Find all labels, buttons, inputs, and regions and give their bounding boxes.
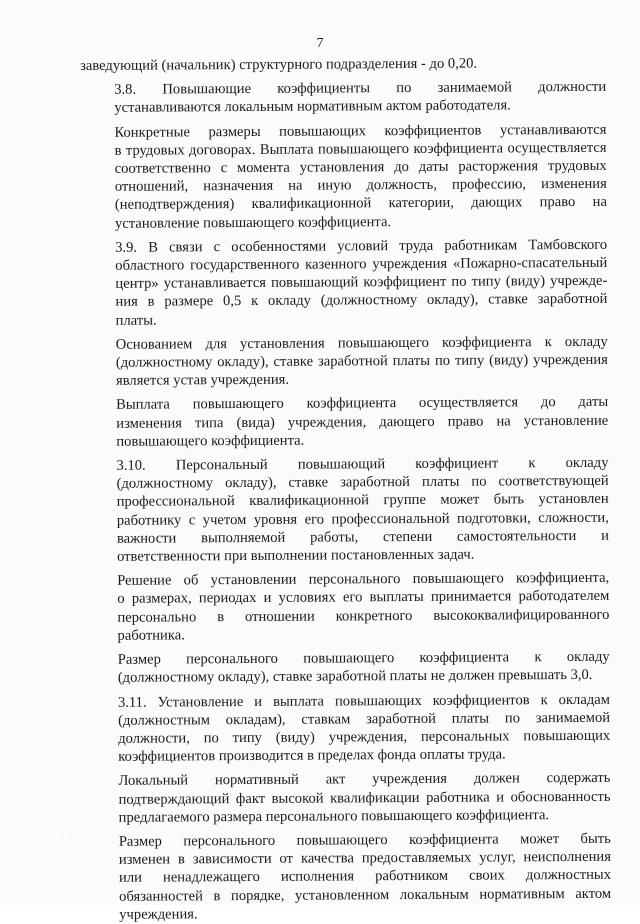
text-line: ния в размере 0,5 к окладу (должностному окладу), ставке заработной [115, 291, 608, 311]
paragraph-p1 [80, 54, 606, 75]
paragraph-p9 [84, 648, 610, 688]
text-line: важности выполняемой работы, степени самостоятельности и [116, 527, 609, 547]
text-line: повышающего коэффициента. [116, 432, 305, 450]
paragraph-p8 [83, 569, 609, 645]
text-line: работнику с учетом уровня его профессиональной подготовки, сложности, [116, 509, 609, 529]
text-line: платы. [115, 312, 157, 329]
text-line: о размерах, периодах и условиях его выплаты принимается работодателем [117, 588, 610, 608]
paragraph-p12 [85, 830, 612, 924]
text-line: или ненадлежащего исполнения работником своих должностных [118, 867, 612, 887]
text-line: в трудовых договорах. Выплата повышающего коэффициента осуществляется [114, 139, 607, 159]
text-line: обязанностей в порядке, установленном локальным нормативным актом [119, 885, 612, 905]
paragraph-p5 [82, 333, 608, 391]
text-line: Конкретные размеры повышающих коэффициентов устанавливаются [114, 121, 607, 141]
text-line: подтверждающий факт высокой квалификации работника и обоснованность [118, 788, 611, 808]
text-line: работника. [117, 627, 185, 644]
text-line: Размер персонального повышающего коэффициента к окладу [117, 648, 610, 668]
text-line: ответственности при выполнении постановленных задач. [117, 546, 475, 565]
text-line: заведующий (начальник) структурного подразделения - до 0,20. [80, 55, 478, 74]
text-line: (должностным окладам), ставкам заработной платы по занимаемой [118, 709, 611, 729]
text-line: 3.11. Установление и выплата повышающих коэффициентов к окладам [117, 691, 610, 711]
text-line: Решение об установлении персонального повышающего коэффициента, [117, 570, 610, 590]
text-line: учреждения. [119, 906, 198, 923]
text-line: изменения типа (вида) учреждения, дающего право на установление [116, 412, 609, 432]
text-line: предлагаемого размера персонального повышающего коэффициента. [118, 806, 550, 826]
text-line: коэффициентов производится в пределах фонда оплаты труда. [118, 746, 506, 765]
document-body [80, 54, 611, 924]
text-line: является устав учреждения. [115, 371, 290, 390]
paragraph-p7 [82, 454, 609, 566]
paragraph-p11 [84, 769, 610, 827]
paragraph-p4 [81, 236, 608, 330]
text-line: Размер персонального повышающего коэффициента может быть [118, 830, 611, 850]
paragraph-p3 [80, 120, 607, 232]
text-line: персонально в отношении конкретного высококвалифицированного [117, 606, 610, 626]
text-line: должности, по типу (виду) учреждения, персональных повышающих [118, 727, 611, 747]
paragraph-p10 [84, 690, 610, 766]
text-line: (должностному окладу), ставке заработной платы по типу (виду) учреждения [115, 351, 608, 371]
text-line: изменен в зависимости от качества предоставляемых услуг, неисполнения [118, 848, 611, 868]
text-line: устанавливаются локальным нормативным актом работодателя. [114, 97, 511, 117]
text-line: 3.9. В связи с особенностями условий труда работникам Тамбовского [115, 236, 608, 256]
text-line: отношений, назначения на иную должность, профессию, изменения [114, 176, 607, 196]
text-line: соответственно с момента установления до даты расторжения трудовых [114, 157, 607, 177]
text-line: (должностному окладу), ставке заработной платы не должен превышать 3,0. [117, 667, 593, 687]
text-line: 3.10. Персональный повышающий коэффициент к окладу [116, 454, 609, 474]
text-line: установление повышающего коэффициента. [114, 213, 392, 232]
text-line: областного государственного казенного учреждения «Пожарно-спасательный [115, 254, 608, 274]
page-number: 7 [316, 36, 324, 51]
text-line: 3.8. Повышающие коэффициенты по занимаемой должности [114, 78, 607, 98]
text-line: центр» устанавливается повышающий коэффициент по типу (виду) учрежде- [115, 273, 608, 293]
text-line: Локальный нормативный акт учреждения должен содержать [118, 770, 611, 790]
text-line: профессиональной квалификационной группе может быть установлен [116, 491, 609, 511]
paragraph-p6 [82, 393, 608, 451]
text-line: (должностному окладу), ставке заработной платы по соответствующей [116, 473, 609, 493]
paragraph-p2 [80, 78, 606, 118]
text-line: (неподтверждения) квалификационной категории, дающих право на [114, 194, 607, 214]
scan-artifact: · · · [62, 833, 81, 839]
text-line: Основанием для установления повышающего коэффициента к окладу [115, 333, 608, 353]
text-line: Выплата повышающего коэффициента осуществляется до даты [116, 394, 609, 414]
